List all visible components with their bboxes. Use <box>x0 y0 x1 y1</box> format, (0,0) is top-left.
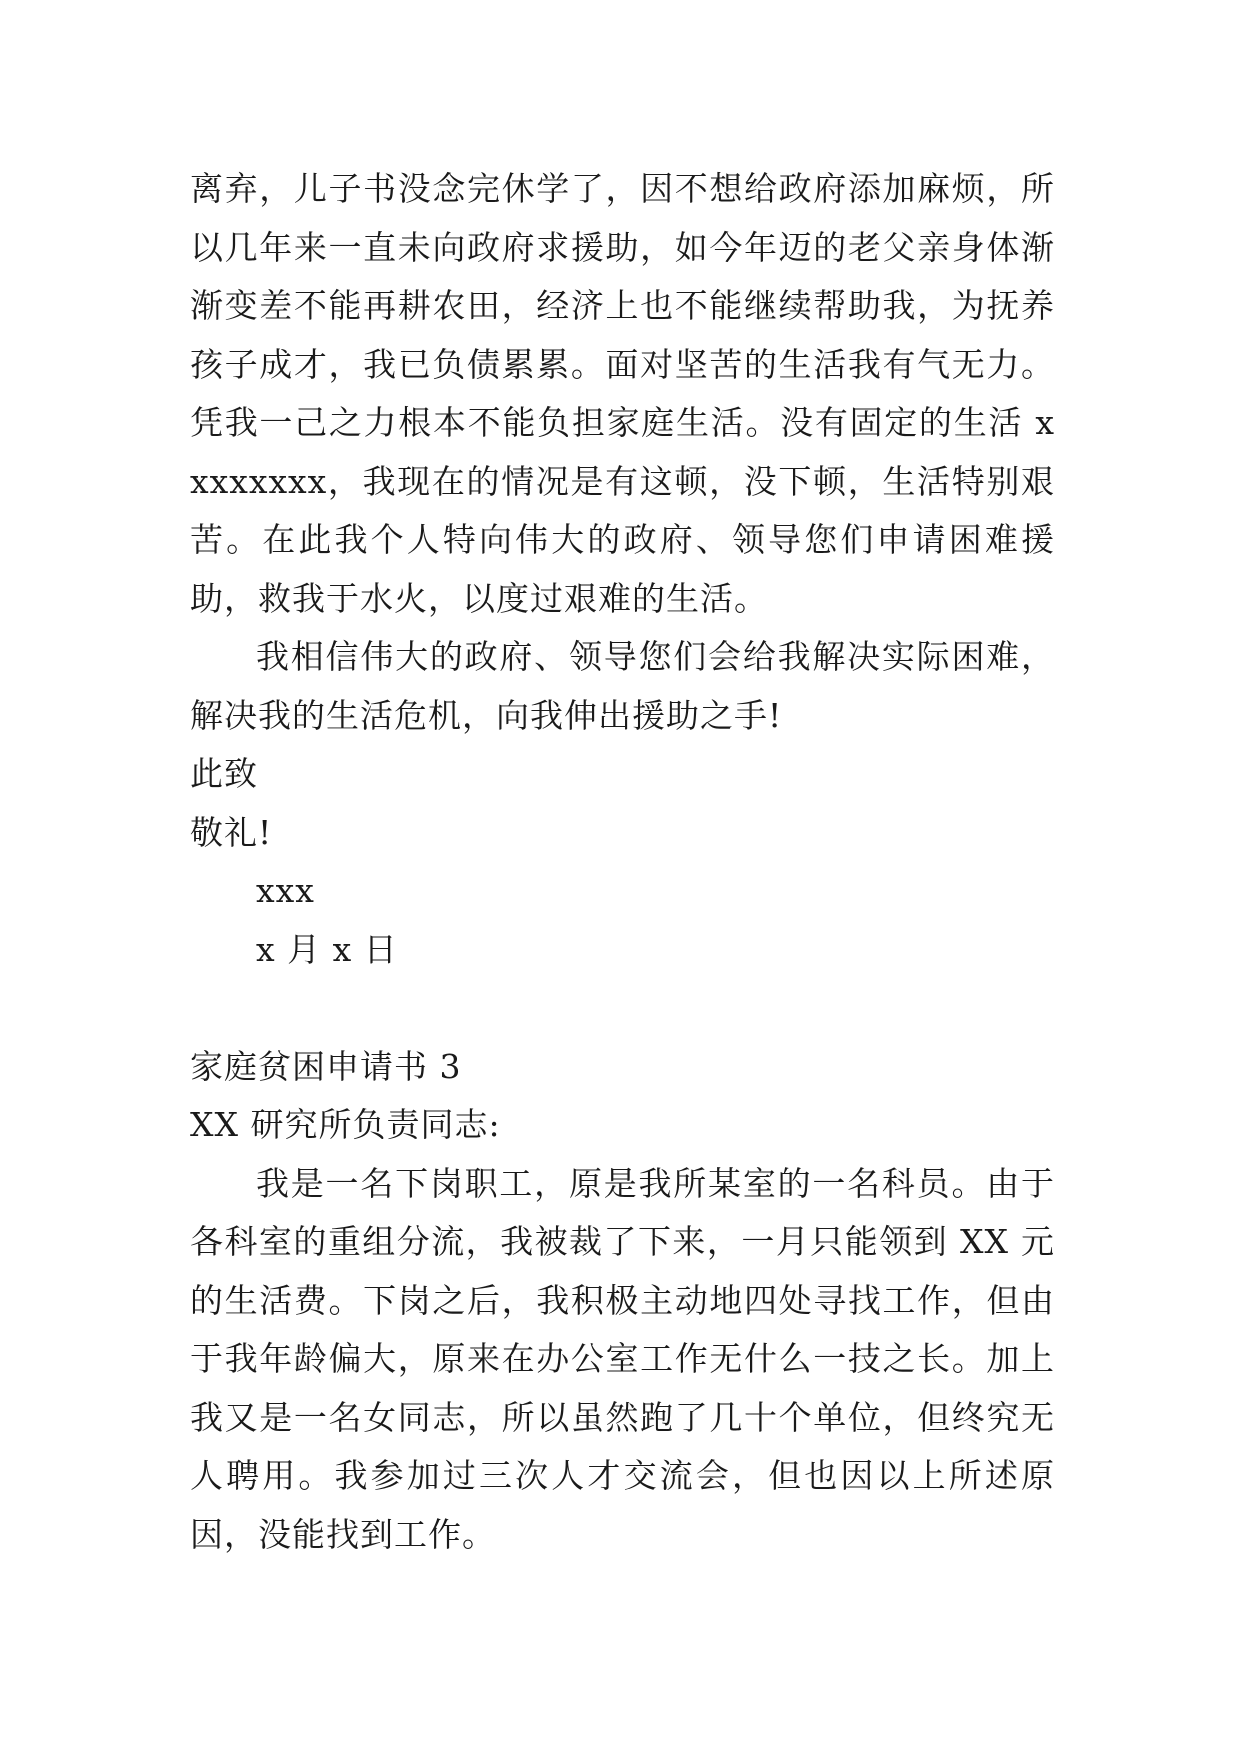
body-paragraph-2: 我相信伟大的政府、领导您们会给我解决实际困难，解决我的生活危机，向我伸出援助之手! <box>190 637 1055 735</box>
section-title: 家庭贫困申请书 3 <box>190 1046 462 1086</box>
closing-greeting: 此致 <box>190 754 258 793</box>
salutation: XX 研究所负责同志: <box>190 1105 501 1144</box>
document-page <box>190 160 1055 1564</box>
signature-date: x 月 x 日 <box>256 929 398 969</box>
closing-salute: 敬礼! <box>190 812 273 852</box>
body-paragraph-3: 我是一名下岗职工，原是我所某室的一名科员。由于各科室的重组分流，我被裁了下来，一月只能领到 XX 元的生活费。下岗之后，我积极主动地四处寻找工作，但由于我年龄偏大，原来在办公室工作无什么一技之长。加上我又是一名女同志，所以虽然跑了几十个单位，但终究无人聘用。我参加过三次人才交流会，但也因以上所述原因，没能找到工作。 <box>190 1163 1055 1554</box>
blank-line <box>190 979 1055 1038</box>
body-paragraph-1: 离弃，儿子书没念完休学了，因不想给政府添加麻烦，所以几年来一直未向政府求援助，如今年迈的老父亲身体渐渐变差不能再耕农田，经济上也不能继续帮助我，为抚养孩子成才，我已负债累累。面对坚苦的生活我有气无力。凭我一己之力根本不能负担家庭生活。没有固定的生活 xxxxxxxx，我现在的情况是有这顿，没下顿，生活特别艰苦。在此我个人特向伟大的政府、领导您们申请困难援助，救我于水火，以度过艰难的生活。 <box>190 169 1055 618</box>
signature-name: xxx <box>256 871 315 910</box>
